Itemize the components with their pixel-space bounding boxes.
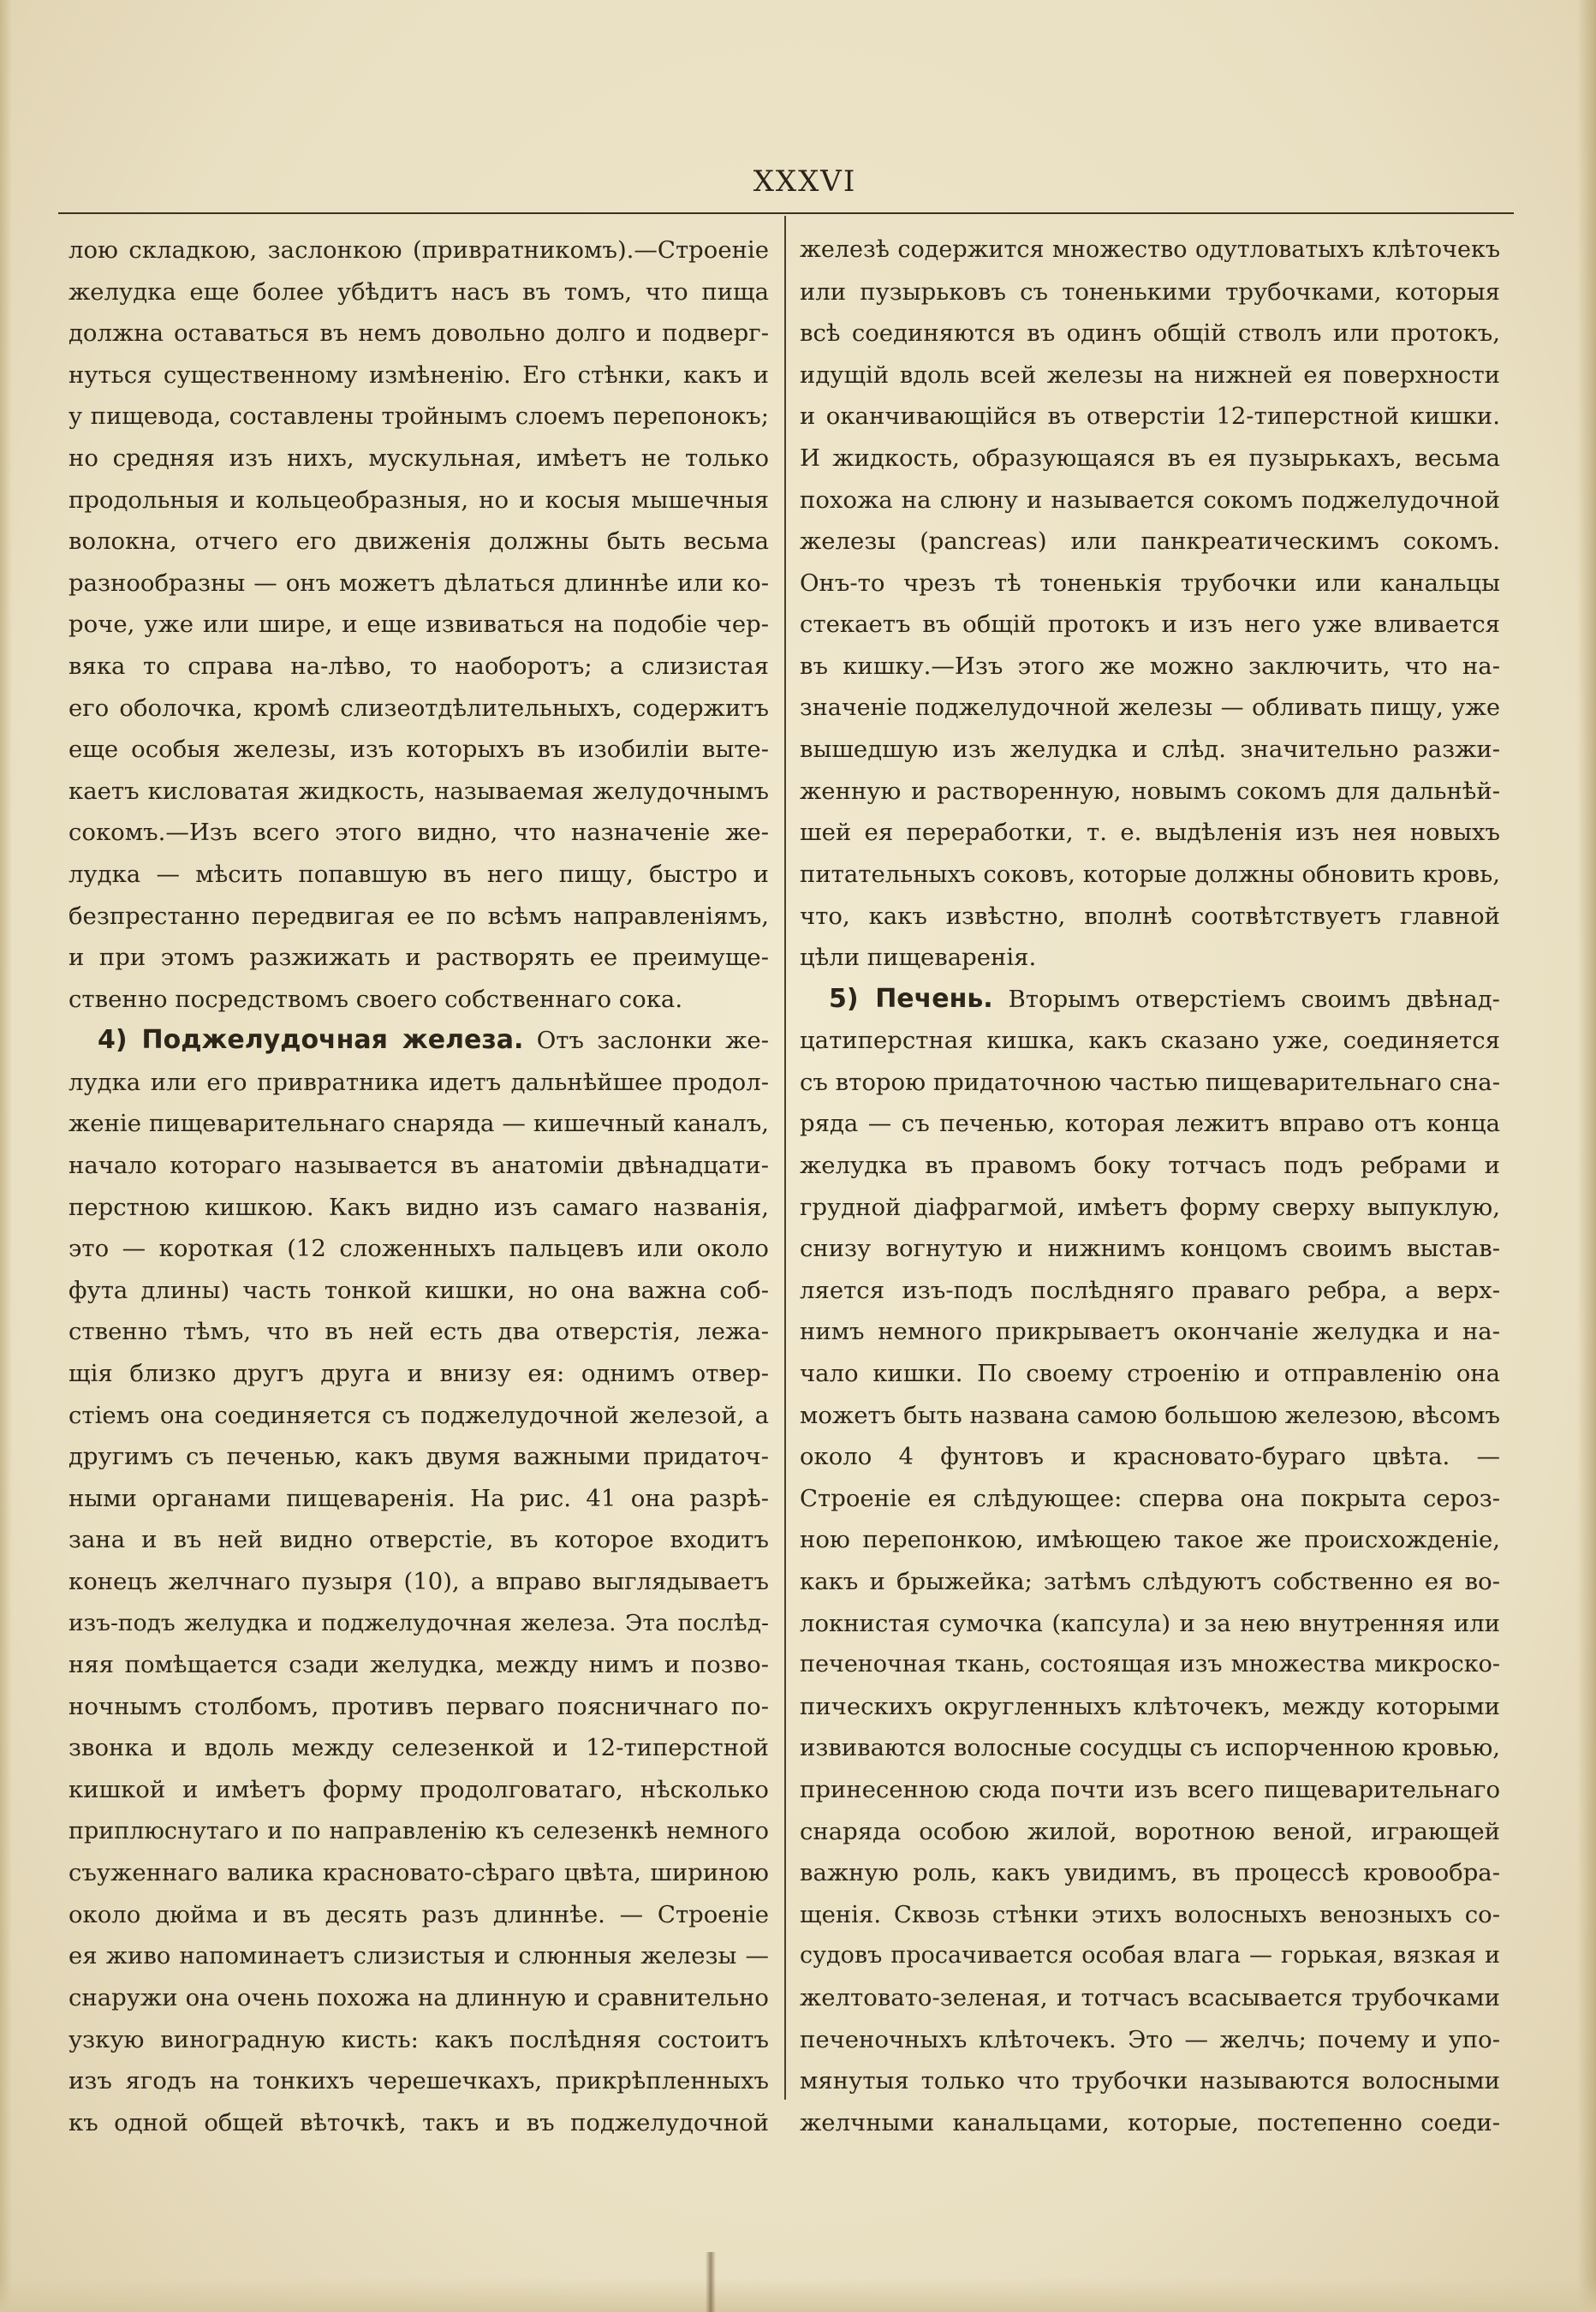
section-text: Вторымъ отверстіемъ своимъ двѣнад-	[992, 985, 1500, 1013]
text-line: приплюснутаго и по направленію къ селезенкѣ немного	[68, 1817, 769, 1844]
text-line: питательныхъ соковъ, которые должны обновить кровь,	[800, 860, 1500, 888]
text-line: съуженнаго валика красновато-сѣраго цвѣта, шириною	[68, 1859, 769, 1887]
text-line: женіе пищеварительнаго снаряда — кишечный каналъ,	[68, 1110, 769, 1138]
text-line: другимъ съ печенью, какъ двумя важными придаточ-	[68, 1443, 769, 1471]
text-line: стіемъ она соединяется съ поджелудочной железой, а	[68, 1401, 769, 1429]
text-line: железѣ содержится множество одутловатыхъ клѣточекъ	[800, 236, 1500, 263]
text-line: цатиперстная кишка, какъ сказано уже, соединяется	[800, 1027, 1500, 1055]
text-line: идущій вдоль всей железы на нижней ея поверхности	[800, 361, 1500, 389]
text-line: ляется изъ-подъ послѣдняго праваго ребра, а верх-	[800, 1276, 1500, 1304]
text-line: зана и въ ней видно отверстіе, въ которое входитъ	[68, 1526, 769, 1554]
text-line: звонка и вдоль между селезенкой и 12-типерстной	[68, 1734, 769, 1762]
text-line: важную роль, какъ увидимъ, въ процессѣ кровообра-	[800, 1859, 1500, 1887]
text-line: перстною кишкою. Какъ видно изъ самаго названія,	[68, 1193, 769, 1221]
text-line: изъ ягодъ на тонкихъ черешечкахъ, прикрѣпленныхъ	[68, 2067, 769, 2095]
text-line: печеночныхъ клѣточекъ. Это — желчь; почему и упо-	[800, 2025, 1500, 2053]
text-line: судовъ просачивается особая влага — горькая, вязкая и	[800, 1942, 1500, 1969]
text-line: и при этомъ разжижать и растворять ее преимуще-	[68, 944, 769, 972]
header-rule	[58, 212, 1514, 214]
text-line: снаружи она очень похожа на длинную и сравнительно	[68, 1983, 769, 2011]
text-line: разнообразны — онъ можетъ дѣлаться длиннѣе или ко-	[68, 569, 769, 597]
text-line: кишкой и имѣетъ форму продолговатаго, нѣсколько	[68, 1775, 769, 1803]
section-heading: 5) Печень.	[829, 983, 993, 1014]
text-line: чало кишки. По своему строенію и отправленію она	[800, 1360, 1500, 1388]
text-line: всѣ соединяются въ одинъ общій стволъ или протокъ,	[800, 319, 1500, 348]
text-line: но средняя изъ нихъ, мускульная, имѣетъ не только	[68, 444, 769, 472]
section-text: Отъ заслонки же-	[523, 1027, 769, 1055]
page-edge-shadow-right	[1577, 0, 1596, 2312]
text-line: фута длины) часть тонкой кишки, но она важна соб-	[68, 1276, 769, 1304]
text-line: цѣли пищеваренія.	[800, 944, 1037, 972]
text-line: или пузырьковъ съ тоненькими трубочками, которыя	[800, 277, 1500, 306]
text-line: продольныя и кольцеобразныя, но и косыя мышечныя	[68, 486, 769, 514]
section-heading: 4) Поджелудочная железа.	[98, 1025, 524, 1056]
text-line: стекаетъ въ общій протокъ и изъ него уже вливается	[800, 611, 1500, 639]
page-number: XXXVI	[753, 164, 857, 199]
page-edge-shadow-left	[0, 0, 12, 2312]
text-line: желудка еще более убѣдитъ насъ въ томъ, что пища	[68, 277, 769, 306]
text-line: у пищевода, составлены тройнымъ слоемъ перепонокъ;	[68, 402, 769, 431]
text-line: щенія. Сквозь стѣнки этихъ волосныхъ венозныхъ со-	[800, 1900, 1500, 1928]
text-line: лудка — мѣсить попавшую въ него пищу, быстро и	[68, 860, 769, 888]
section-heading-line	[68, 1020, 769, 1062]
text-line: ными органами пищеваренія. На рис. 41 она разрѣ-	[68, 1484, 769, 1512]
text-line: роче, уже или шире, и еще извиваться на подобіе чер-	[68, 611, 769, 639]
text-line: печеночная ткань, состоящая изъ множества микроско-	[800, 1651, 1500, 1678]
text-line: няя помѣщается сзади желудка, между нимъ и позво-	[68, 1651, 769, 1679]
text-line: ственно посредствомъ своего собственнаго сока.	[68, 985, 683, 1013]
text-line: мянутыя только что трубочки называются волосными	[800, 2067, 1500, 2095]
right-column	[800, 229, 1500, 2143]
text-line: узкую виноградную кисть: какъ послѣдняя состоитъ	[68, 2025, 769, 2053]
text-line: похожа на слюну и называется сокомъ поджелудочной	[800, 486, 1500, 514]
text-line: И жидкость, образующаяся въ ея пузырькахъ, весьма	[800, 444, 1500, 472]
text-line: должна оставаться въ немъ довольно долго и подверг-	[68, 319, 769, 348]
text-line: железы (pancreas) или панкреатическимъ сокомъ.	[800, 527, 1500, 556]
text-line: желудка въ правомъ боку тотчасъ подъ ребрами и	[800, 1152, 1500, 1180]
paper-fold-mark	[706, 2252, 716, 2312]
text-line: можетъ быть названа самою большою железою, вѣсомъ	[800, 1401, 1500, 1429]
column-divider	[784, 216, 786, 2100]
text-line: принесенною сюда почти изъ всего пищеварительнаго	[800, 1775, 1500, 1803]
text-line: грудной діафрагмой, имѣетъ форму сверху выпуклую,	[800, 1193, 1500, 1221]
section-heading-line	[800, 979, 1500, 1021]
left-column	[68, 229, 769, 2143]
text-line: безпрестанно передвигая ее по всѣмъ направленіямъ,	[68, 902, 769, 930]
text-line: щія близко другъ друга и внизу ея: однимъ отвер-	[68, 1360, 769, 1388]
text-line: желчными канальцами, которые, постепенно соеди-	[800, 2108, 1500, 2136]
text-line: ночнымъ столбомъ, противъ перваго поясничнаго по-	[68, 1692, 769, 1720]
text-line: ною перепонкою, имѣющею такое же происхожденіе,	[800, 1526, 1500, 1554]
text-line: что, какъ извѣстно, вполнѣ соотвѣтствуетъ главной	[800, 902, 1500, 930]
text-line: его оболочка, кромѣ слизеотдѣлительныхъ, содержитъ	[68, 694, 769, 722]
page-edge-shadow-bottom	[0, 2278, 1596, 2312]
text-line: желтовато-зеленая, и тотчасъ всасывается трубочками	[800, 1983, 1500, 2011]
text-line: нимъ немного прикрываетъ окончаніе желудка и на-	[800, 1318, 1500, 1346]
text-line: въ кишку.—Изъ этого же можно заключить, что на-	[800, 652, 1500, 680]
text-line: начало котораго называется въ анатоміи двѣнадцати-	[68, 1152, 769, 1180]
text-line: Онъ-то чрезъ тѣ тоненькія трубочки или канальцы	[800, 569, 1500, 597]
text-line: снаряда особою жилой, воротною веной, играющей	[800, 1817, 1500, 1845]
text-line: конецъ желчнаго пузыря (10), а вправо выглядываетъ	[68, 1568, 769, 1595]
text-line: женную и раствореннyю, новымъ сокомъ для дальнѣй-	[800, 777, 1500, 805]
text-line: это — короткая (12 сложенныхъ пальцевъ или около	[68, 1235, 769, 1263]
text-line: вышедшую изъ желудка и слѣд. значительно разжи-	[800, 736, 1500, 764]
text-line: каетъ кисловатая жидкость, называемая желудочнымъ	[68, 777, 769, 805]
text-line: волокна, отчего его движенія должны быть весьма	[68, 527, 769, 556]
text-line: ряда — съ печенью, которая лежитъ вправо отъ конца	[800, 1110, 1500, 1138]
text-line: нуться существенному измѣненію. Его стѣнки, какъ и	[68, 361, 769, 389]
text-line: съ второю придаточною частью пищеварительнаго сна-	[800, 1068, 1500, 1096]
text-line: извиваются волосные сосудцы съ испорченною кровью,	[800, 1734, 1500, 1762]
text-line: Строеніе ея слѣдующее: сперва она покрыта сероз-	[800, 1484, 1500, 1512]
text-line: около 4 фунтовъ и красновато-бураго цвѣта. —	[800, 1443, 1500, 1471]
text-line: шей ея переработки, т. е. выдѣленія изъ нея новыхъ	[800, 819, 1500, 847]
text-line: ственно тѣмъ, что въ ней есть два отверстія, лежа-	[68, 1318, 769, 1346]
text-line: еще особыя железы, изъ которыхъ въ изобиліи выте-	[68, 736, 769, 764]
text-line: около дюйма и въ десять разъ длиннѣе. — Строеніе	[68, 1900, 769, 1928]
text-line: пическихъ округленныхъ клѣточекъ, между которыми	[800, 1692, 1500, 1720]
text-line: къ одной общей вѣточкѣ, такъ и въ поджелудочной	[68, 2108, 769, 2136]
text-line: ея живо напоминаетъ слизистыя и слюнныя железы —	[68, 1942, 769, 1970]
text-line: и оканчивающійся въ отверстіи 12-типерстной кишки.	[800, 402, 1500, 431]
text-line: значеніе поджелудочной железы — обливать пищу, уже	[800, 694, 1500, 721]
text-line: сокомъ.—Изъ всего этого видно, что назначеніе же-	[68, 819, 769, 847]
text-line: вяка то справа на-лѣво, то наоборотъ; а слизистая	[68, 652, 769, 680]
text-line: какъ и брыжейка; затѣмъ слѣдуютъ собственно ея во-	[800, 1568, 1500, 1595]
text-line: лудка или его привратника идетъ дальнѣйшее продол-	[68, 1068, 769, 1096]
text-line: локнистая сумочка (капсула) и за нею внутренняя или	[800, 1609, 1500, 1637]
text-line: изъ-подъ желудка и поджелудочная железа. Эта послѣд-	[68, 1609, 769, 1636]
text-line: снизу вогнутую и нижнимъ концомъ своимъ выстав-	[800, 1235, 1500, 1263]
text-line: лою складкою, заслонкою (привратникомъ).—Строеніе	[68, 236, 769, 264]
